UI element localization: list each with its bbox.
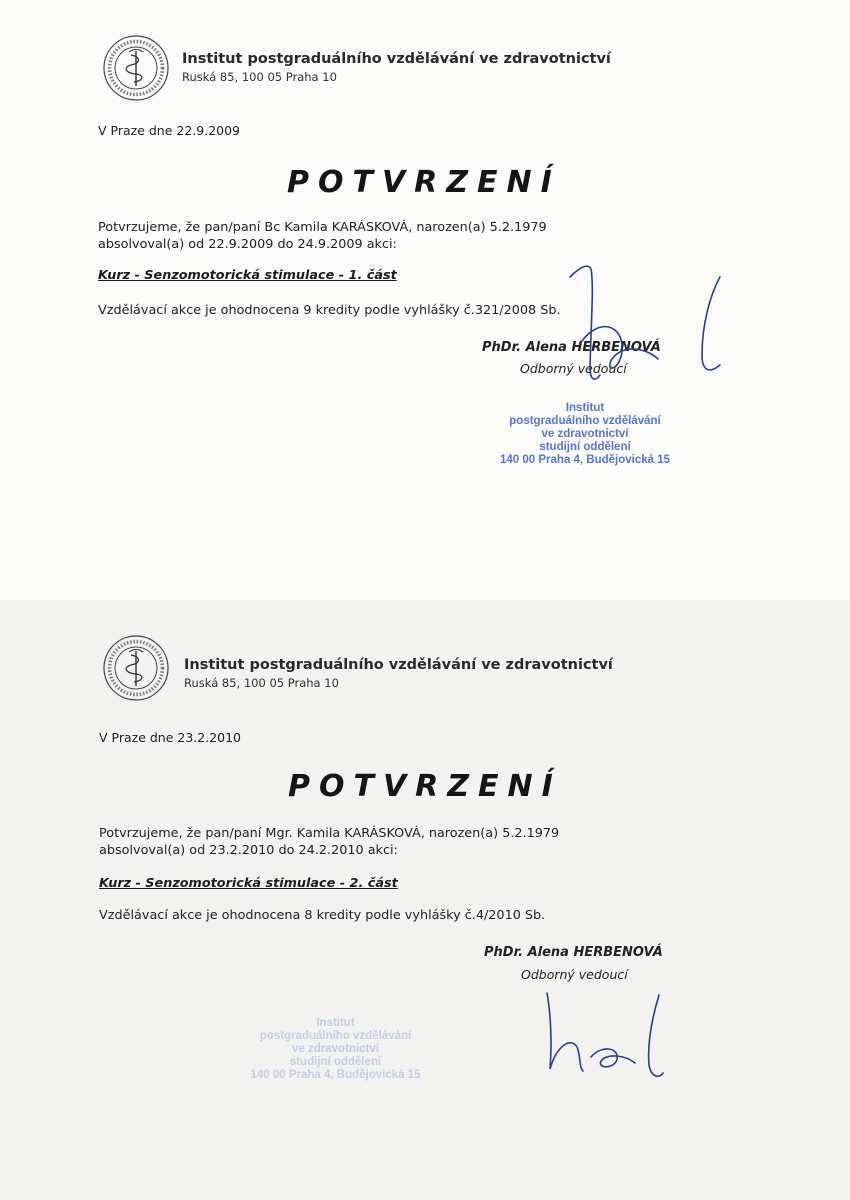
stamp-line: Institut (565, 402, 605, 414)
institute-seal-icon (101, 33, 171, 103)
stamp-line: Institut (316, 1017, 355, 1029)
institute-address: Ruská 85, 100 05 Praha 10 (182, 70, 337, 84)
date-line: V Praze dne 23.2.2010 (99, 730, 242, 745)
handwritten-signature (560, 255, 740, 395)
confirmation-line-1: Potvrzujeme, že pan/paní Mgr. Kamila KARÁSKOVÁ, narozen(a) 5.2.1979 (99, 826, 560, 841)
institute-name: Institut postgraduálního vzdělávání ve zdravotnictví (184, 657, 613, 673)
date-line: V Praze dne 22.9.2009 (98, 123, 241, 138)
signatory-name: PhDr. Alena HERBENOVÁ (482, 340, 661, 355)
signatory-name: PhDr. Alena HERBENOVÁ (484, 945, 663, 960)
signatory-role: Odborný vedoucí (520, 361, 627, 376)
institute-stamp (238, 1017, 433, 1082)
stamp-line: 140 00 Praha 4, Budějovická 15 (250, 1069, 421, 1081)
stamp-line: ve zdravotnictví (541, 428, 629, 440)
institute-seal-icon (101, 633, 171, 703)
certificate-heading: POTVRZENÍ (287, 165, 561, 200)
confirmation-line-1: Potvrzujeme, že pan/paní Bc Kamila KARÁSKOVÁ, narozen(a) 5.2.1979 (98, 220, 547, 235)
stamp-line: studijní oddělení (289, 1056, 382, 1068)
course-title: Kurz - Senzomotorická stimulace - 1. část (98, 268, 397, 283)
stamp-line: ve zdravotnictví (292, 1043, 379, 1055)
institute-address: Ruská 85, 100 05 Praha 10 (184, 676, 339, 690)
handwritten-signature (535, 985, 685, 1085)
stamp-line: 140 00 Praha 4, Budějovická 15 (499, 454, 671, 466)
course-title: Kurz - Senzomotorická stimulace - 2. část (99, 876, 398, 891)
institute-stamp (490, 402, 680, 467)
credits-line: Vzdělávací akce je ohodnocena 9 kredity podle vyhlášky č.321/2008 Sb. (98, 303, 561, 318)
stamp-line: postgraduálního vzdělávání (259, 1030, 412, 1042)
credits-line: Vzdělávací akce je ohodnocena 8 kredity podle vyhlášky č.4/2010 Sb. (99, 908, 546, 923)
stamp-line: postgraduálního vzdělávání (509, 415, 661, 427)
certificate-2 (0, 600, 850, 1200)
certificate-heading: POTVRZENÍ (288, 769, 562, 804)
stamp-line: studijní oddělení (539, 441, 631, 453)
signatory-role: Odborný vedoucí (521, 967, 628, 982)
confirmation-line-2: absolvoval(a) od 23.2.2010 do 24.2.2010 akci: (99, 843, 398, 858)
institute-name: Institut postgraduálního vzdělávání ve zdravotnictví (182, 51, 611, 67)
confirmation-line-2: absolvoval(a) od 22.9.2009 do 24.9.2009 akci: (98, 237, 397, 252)
